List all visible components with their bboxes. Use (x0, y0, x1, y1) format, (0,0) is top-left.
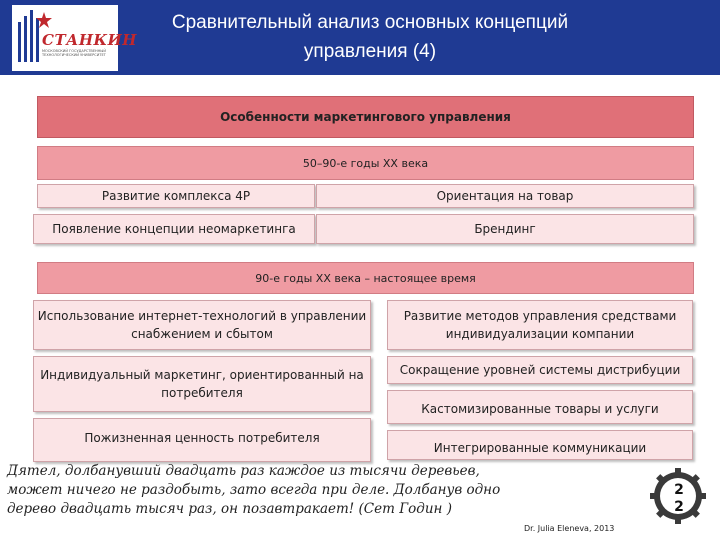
period1-left-item-text: Появление концепции неомаркетинга (52, 222, 296, 236)
period2-right-item-text: Развитие методов управления средствами индивидуализации компании (403, 309, 677, 341)
logo-text: СТАНКИН (42, 31, 137, 49)
page-title-line1: Сравнительный анализ основных концепций (171, 12, 569, 33)
page-number-line: 2 (674, 482, 684, 498)
header-bar (0, 0, 720, 75)
period2-right-item (387, 300, 693, 350)
period1-label: 50–90-е годы XX века (302, 156, 429, 170)
period2-left-item (33, 300, 371, 350)
period2-left-item-text: Пожизненная ценность потребителя (84, 431, 320, 445)
quote-line: дерево двадцать тысяч раз, он позавтракает! (Сет Годин ) (7, 501, 452, 517)
page-number-line: 2 (674, 499, 684, 515)
period2-right-item (387, 356, 693, 384)
period2-right-item-text: Интегрированные коммуникации (433, 441, 647, 455)
period2-left-item-text: Индивидуальный маркетинг, ориентированный на потребителя (40, 368, 364, 400)
period1-right-item-text: Ориентация на товар (436, 189, 574, 203)
period1-left-item-text: Развитие комплекса 4P (101, 189, 251, 203)
page-title (170, 8, 570, 66)
period1-right-item (316, 184, 694, 208)
period1-right-item-text: Брендинг (474, 222, 536, 236)
quote-line: Дятел, долбанувший двадцать раз каждое из тысячи деревьев, (7, 463, 480, 479)
university-logo (12, 5, 137, 71)
period2-right-item (387, 390, 693, 424)
period2-right-item-text: Кастомизированные товары и услуги (421, 402, 659, 416)
page-title-line2: управления (4) (303, 41, 437, 62)
period2-right-item-text: Сокращение уровней системы дистрибуции (399, 363, 681, 377)
section-title-box (37, 96, 694, 138)
quote-text (7, 462, 567, 519)
period2-left-item-text: Использование интернет-технологий в управлении снабжением и сбытом (37, 309, 367, 341)
author-credit: Dr. Julia Eleneva, 2013 (524, 524, 615, 533)
period2-left-item (33, 356, 371, 412)
period2-left-item (33, 418, 371, 462)
period2-right-item (387, 430, 693, 460)
period1-left-item (33, 214, 315, 244)
period2-label: 90-е годы XX века – настоящее время (255, 271, 476, 285)
period1-right-item (316, 214, 694, 244)
page-number (664, 482, 694, 516)
logo-subtitle: МОСКОВСКИЙ ГОСУДАРСТВЕННЫЙ ТЕХНОЛОГИЧЕСКИЙ УНИВЕРСИТЕТ (42, 49, 107, 57)
period1-bar (37, 146, 694, 180)
quote-line: может ничего не раздобыть, зато всегда при деле. Долбанув одно (7, 482, 501, 498)
period2-bar (37, 262, 694, 294)
period1-left-item (37, 184, 315, 208)
section-title: Особенности маркетингового управления (220, 110, 511, 124)
